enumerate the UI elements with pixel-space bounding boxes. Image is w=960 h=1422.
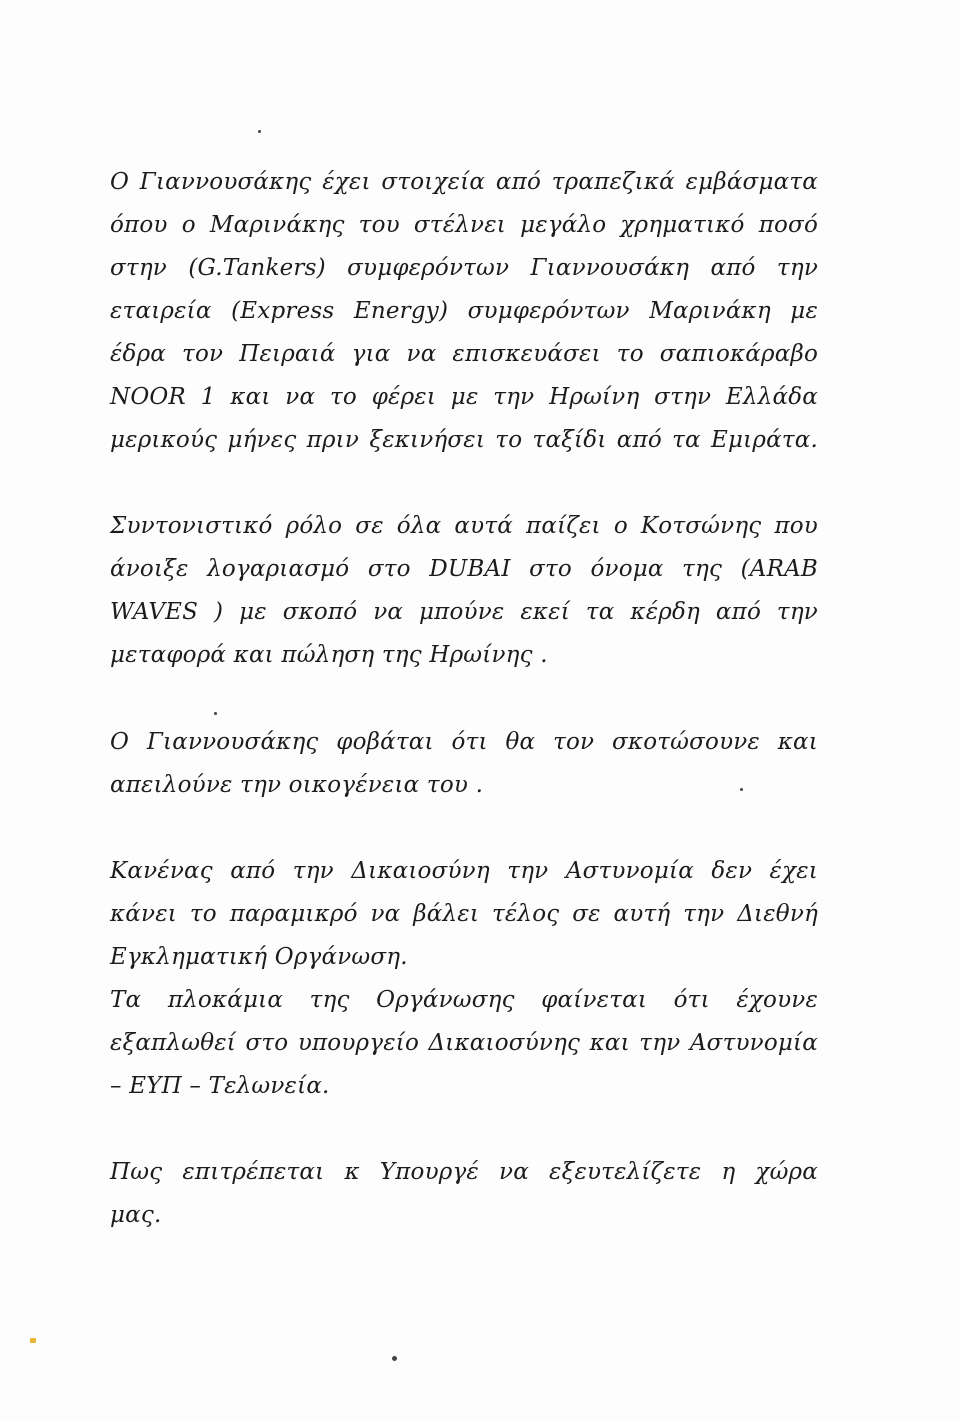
- text-line: άνοιξε λογαριασμό στο DUBAI στο όνομα της (ARAB: [110, 556, 818, 582]
- text-line: WAVES ) με σκοπό να μπούνε εκεί τα κέρδη από την: [110, 599, 818, 625]
- text-line: εξαπλωθεί στο υπουργείο Δικαιοσύνης και την Αστυνομία: [110, 1030, 818, 1056]
- scan-speck: [214, 712, 217, 715]
- scan-speck: [258, 130, 261, 133]
- text-line: Ο Γιαννουσάκης φοβάται ότι θα τον σκοτώσουνε και: [110, 729, 818, 755]
- text-line: Ο Γιαννουσάκης έχει στοιχεία από τραπεζικά εμβάσματα: [110, 169, 818, 195]
- text-line: NOOR 1 και να το φέρει με την Ηρωίνη στην Ελλάδα: [110, 384, 818, 410]
- text-line: – ΕΥΠ – Τελωνεία.: [110, 1073, 330, 1099]
- text-line: έδρα τον Πειραιά για να επισκευάσει το σαπιοκάραβο: [110, 341, 818, 367]
- text-line: στην (G.Tankers) συμφερόντων Γιαννουσάκη από την: [110, 255, 818, 281]
- text-line: όπου ο Μαρινάκης του στέλνει μεγάλο χρηματικό ποσό: [110, 212, 818, 238]
- text-line: Κανένας από την Δικαιοσύνη την Αστυνομία δεν έχει: [110, 858, 818, 884]
- text-line: Τα πλοκάμια της Οργάνωσης φαίνεται ότι έχουνε: [110, 987, 818, 1013]
- scan-speck: [392, 1356, 397, 1361]
- text-line: εταιρεία (Express Energy) συμφερόντων Μαρινάκη με: [110, 298, 818, 324]
- text-line: κάνει το παραμικρό να βάλει τέλος σε αυτή την Διεθνή: [110, 901, 818, 927]
- text-line: μερικούς μήνες πριν ξεκινήσει το ταξίδι από τα Εμιράτα.: [110, 427, 818, 453]
- text-line: απειλούνε την οικογένεια του .: [110, 772, 484, 798]
- text-line: Συντονιστικό ρόλο σε όλα αυτά παίζει ο Κοτσώνης που: [110, 513, 818, 539]
- scan-speck: [740, 788, 743, 791]
- text-line: Εγκληματική Οργάνωση.: [110, 944, 408, 970]
- text-line: μας.: [110, 1202, 162, 1228]
- text-line: Πως επιτρέπεται κ Υπουργέ να εξευτελίζετε η χώρα: [110, 1159, 818, 1185]
- scan-speck: [30, 1338, 36, 1343]
- text-line: μεταφορά και πώληση της Ηρωίνης .: [110, 642, 548, 668]
